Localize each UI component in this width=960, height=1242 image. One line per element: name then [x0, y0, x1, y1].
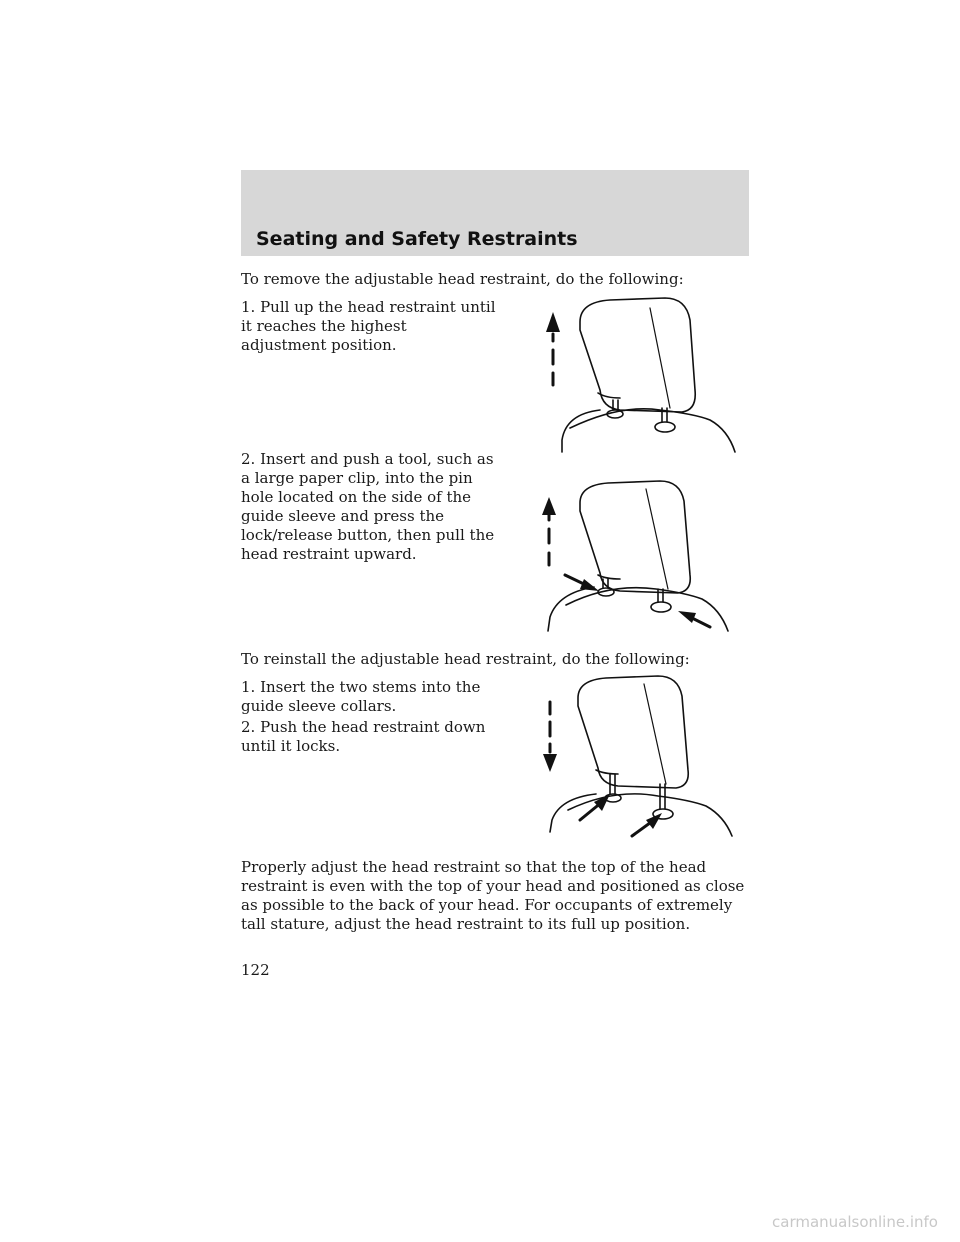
- headrest-cushion: [580, 298, 695, 412]
- up-arrow-icon: [546, 312, 560, 385]
- down-arrow-icon: [543, 702, 557, 772]
- guide-sleeve: [655, 422, 675, 432]
- seat-back-top: [548, 587, 594, 631]
- up-arrow-icon: [542, 497, 556, 565]
- section-title: Seating and Safety Restraints: [256, 228, 578, 250]
- headrest-cushion: [578, 676, 688, 788]
- insert-stem-arrow-icon: [580, 794, 610, 820]
- insert-stem-arrow-icon: [632, 813, 662, 836]
- reinstall-step-1: 1. Insert the two stems into the guide sleeve collars.: [241, 678, 481, 715]
- reinstall-step-2: 2. Push the head restraint down until it locks.: [241, 718, 486, 755]
- closing-paragraph: Properly adjust the head restraint so that the top of the head restraint is even with the top of your head and positioned as close as possible to the back of your head. For occupants of extremely tall stature, adjust the head restraint to its full up position.: [241, 858, 745, 933]
- remove-intro: To remove the adjustable head restraint, do the following:: [241, 270, 684, 288]
- page-number: 122: [241, 961, 270, 979]
- remove-step-2: 2. Insert and push a tool, such as a large paper clip, into the pin hole located on the side of the guide sleeve and press the lock/release button, then pull the head restraint upward.: [241, 450, 495, 563]
- headrest-pull-up-illustration: [510, 290, 740, 460]
- guide-sleeve: [651, 602, 671, 612]
- headrest-release-illustration: [510, 475, 740, 635]
- pin-hole-arrow-icon: [678, 611, 710, 627]
- headrest-cushion: [580, 481, 690, 593]
- watermark: carmanualsonline.info: [772, 1213, 938, 1231]
- reinstall-intro: To reinstall the adjustable head restraint, do the following:: [241, 650, 690, 668]
- remove-step-1: 1. Pull up the head restraint until it reaches the highest adjustment position.: [241, 298, 496, 354]
- seat-back-top: [562, 410, 600, 452]
- headrest-push-down-illustration: [510, 670, 740, 840]
- pin-hole-arrow-icon: [565, 575, 599, 591]
